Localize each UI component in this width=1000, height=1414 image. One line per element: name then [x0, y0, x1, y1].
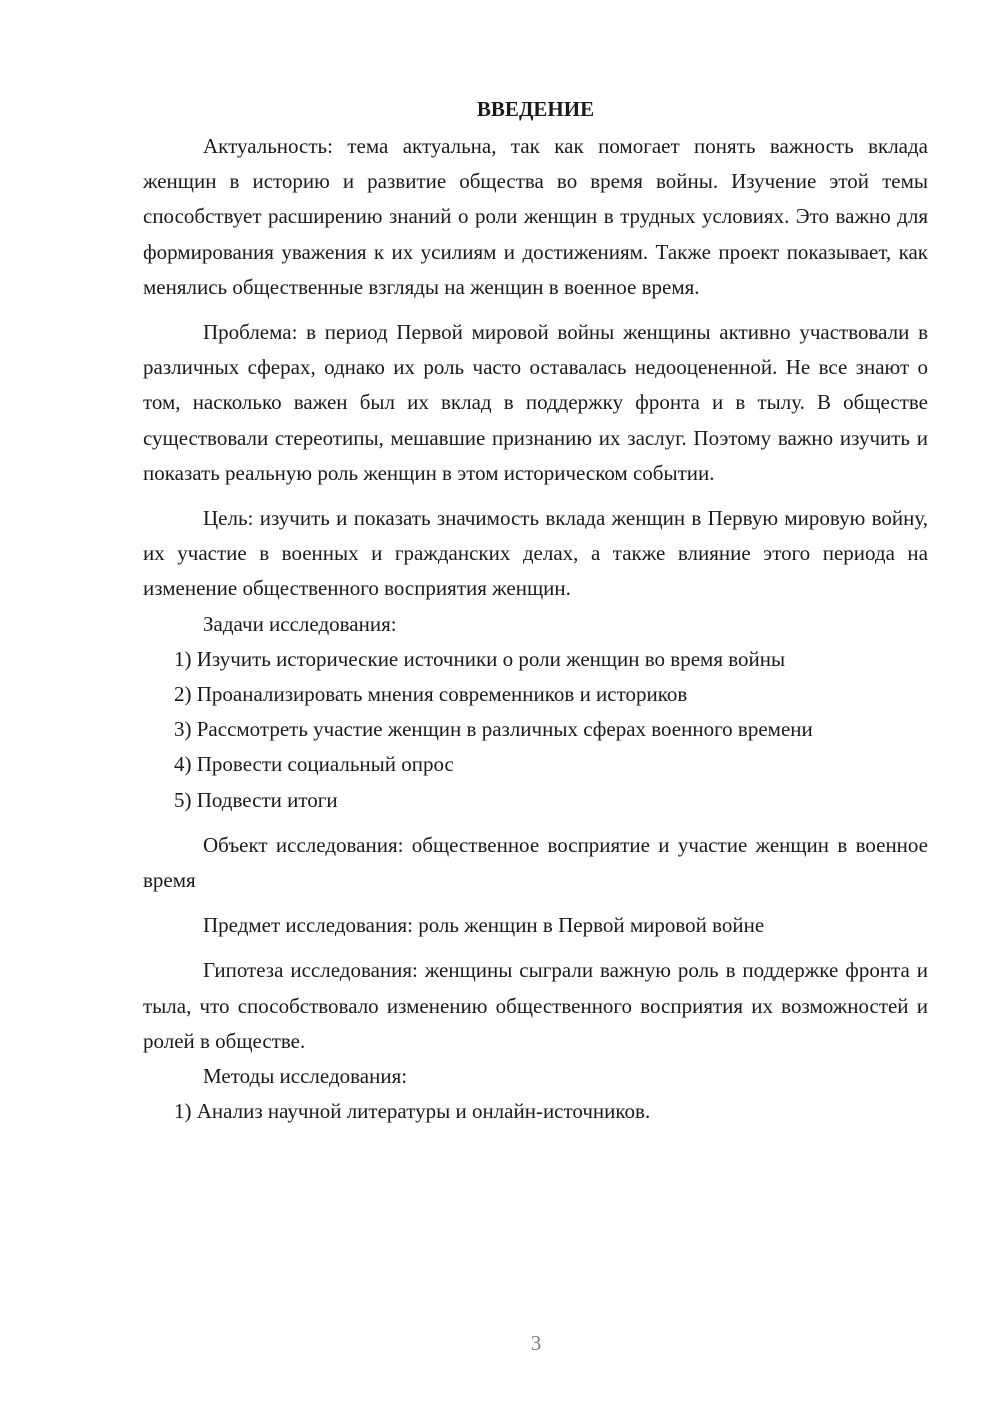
task-item: 3) Рассмотреть участие женщин в различных сферах военного времени: [174, 717, 813, 742]
method-item: 1) Анализ научной литературы и онлайн-источников.: [174, 1099, 651, 1124]
task-item: 2) Проанализировать мнения современников и историков: [174, 682, 688, 707]
hypothesis-paragraph: Гипотеза исследования: женщины сыграли важную роль в поддержке фронта и тыла, что способствовало изменению общественного восприятия их возможностей и ролей в обществе.: [143, 958, 928, 1053]
relevance-paragraph: Актуальность: тема актуальна, так как помогает понять важность вклада женщин в историю и развитие общества во время войны. Изучение этой темы способствует расширению знаний о роли женщин в трудных условиях. Это важно для формирования уважения к их усилиям и достижениям. Также проект показывает, как менялись общественные взгляды на женщин в военное время.: [143, 134, 928, 299]
methods-heading: Методы исследования:: [203, 1064, 408, 1089]
task-item: 4) Провести социальный опрос: [174, 752, 454, 777]
problem-paragraph: Проблема: в период Первой мировой войны женщины активно участвовали в различных сферах, однако их роль часто оставалась недооцененной. Не все знают о том, насколько важен был их вклад в поддержку фронта и в тылу. В обществе существовали стереотипы, мешавшие признанию их заслуг. Поэтому важно изучить и показать реальную роль женщин в этом историческом событии.: [143, 320, 928, 485]
document-page: [143, 92, 928, 1129]
goal-paragraph: Цель: изучить и показать значимость вклада женщин в Первую мировую войну, их участие в военных и гражданских делах, а также влияние этого периода на изменение общественного восприятия женщин.: [143, 506, 928, 601]
document-title: ВВЕДЕНИЕ: [476, 97, 595, 121]
object-paragraph: Объект исследования: общественное восприятие и участие женщин в военное время: [143, 832, 928, 893]
tasks-heading: Задачи исследования:: [203, 611, 397, 636]
subject-paragraph: Предмет исследования: роль женщин в Первой мировой войне: [203, 913, 765, 938]
page-number: 3: [530, 1331, 542, 1355]
task-item: 5) Подвести итоги: [174, 787, 338, 812]
task-item: 1) Изучить исторические источники о роли женщин во время войны: [174, 646, 786, 671]
